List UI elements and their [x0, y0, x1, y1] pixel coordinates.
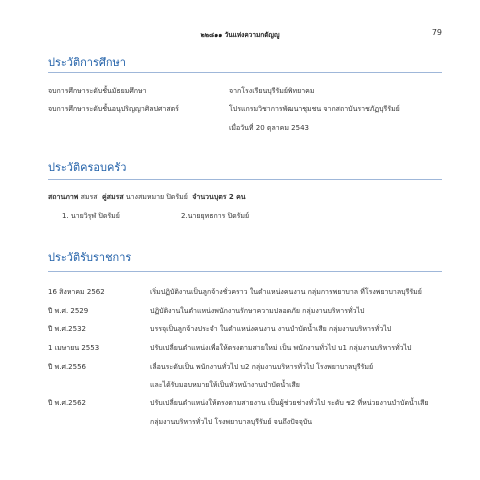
running-header: ๒๒๘๑๑ วันแห่งความกตัญญู	[200, 31, 280, 39]
status-label: สถานภาพ	[48, 193, 79, 201]
service-text: บรรจุเป็นลูกจ้างประจำ ในตำแหน่งคนงาน งานบำบัดน้ำเสีย กลุ่มงานบริหารทั่วไป	[150, 325, 392, 333]
service-text: เริ่มปฏิบัติงานเป็นลูกจ้างชั่วคราว ในตำแหน่งคนงาน กลุ่มการพยาบาล ที่โรงพยาบาลบุรีรัมย์	[150, 288, 422, 296]
service-text: เลื่อนระดับเป็น พนักงานทั่วไป บ2 กลุ่มงานบริหารทั่วไป โรงพยาบาลบุรีรัมย์	[150, 363, 374, 371]
child-item: 2.นายยุทธการ ปิดรัมย์	[181, 212, 250, 220]
service-row	[48, 306, 365, 317]
service-date: 1 เมษายน 2553	[48, 344, 100, 352]
service-text: ปรับเปลี่ยนตำแหน่งให้ตรงตามสายงาน เป็นผู้ช่วยช่างทั่วไป ระดับ ช2 ที่หน่วยงานบำบัดน้ำเสีย	[150, 399, 429, 407]
education-value: จากโรงเรียนบุรีรัมย์พิทยาคม	[229, 87, 315, 95]
family-status-row	[48, 192, 246, 203]
children-row	[62, 211, 250, 222]
service-date: ปี พ.ศ.2556	[48, 363, 86, 371]
service-date: ปี พ.ศ.2532	[48, 325, 86, 333]
service-text: และได้รับมอบหมายให้เป็นหัวหน้างานบำบัดน้ำเสีย	[150, 381, 300, 389]
service-row	[48, 362, 374, 373]
section-rule	[48, 271, 442, 272]
page-number: 79	[431, 28, 442, 37]
section-rule	[48, 72, 442, 73]
education-row	[48, 104, 400, 115]
service-row	[48, 398, 429, 409]
service-row	[48, 324, 392, 335]
service-date: ปี พ.ศ. 2529	[48, 307, 89, 315]
section-title-service: ประวัติรับราชการ	[48, 251, 132, 264]
section-title-family: ประวัติครอบครัว	[48, 161, 127, 174]
service-row	[48, 287, 422, 298]
education-label: จบการศึกษาระดับชั้นอนุปริญญาศิลปศาสตร์	[48, 105, 179, 113]
section-title-education: ประวัติการศึกษา	[48, 56, 126, 69]
service-date: ปี พ.ศ.2562	[48, 399, 86, 407]
status-value: สมรส	[80, 193, 98, 201]
education-label: จบการศึกษาระดับชั้นมัธยมศึกษา	[48, 87, 147, 95]
spouse-value: นางสมหมาย ปิดรัมย์	[125, 193, 188, 201]
service-text: ปรับเปลี่ยนตำแหน่งเพื่อให้ตรงตามสายใหม่ เป็น พนักงานทั่วไป บ1 กลุ่มงานบริหารทั่วไป	[150, 344, 412, 352]
education-row	[48, 86, 315, 97]
service-text: ปฏิบัติงานในตำแหน่งพนักงานรักษาความปลอดภัย กลุ่มงานบริหารทั่วไป	[150, 307, 365, 315]
children-value: 2 คน	[228, 193, 246, 201]
education-value: เมื่อวันที่ 20 ตุลาคม 2543	[229, 124, 310, 132]
service-date: 16 สิงหาคม 2562	[48, 288, 105, 296]
child-item: 1. นายวิรุฬ ปิดรัมย์	[62, 212, 120, 220]
service-row	[48, 343, 412, 354]
education-value: โปรแกรมวิชาการพัฒนาชุมชน จากสถาบันราชภัฏบุรีรัมย์	[229, 105, 400, 113]
children-label: จำนวนบุตร	[192, 193, 227, 201]
spouse-label: คู่สมรส	[102, 193, 124, 201]
service-text: กลุ่มงานบริหารทั่วไป โรงพยาบาลบุรีรัมย์ จนถึงปัจจุบัน	[150, 418, 313, 426]
section-rule	[48, 179, 442, 180]
